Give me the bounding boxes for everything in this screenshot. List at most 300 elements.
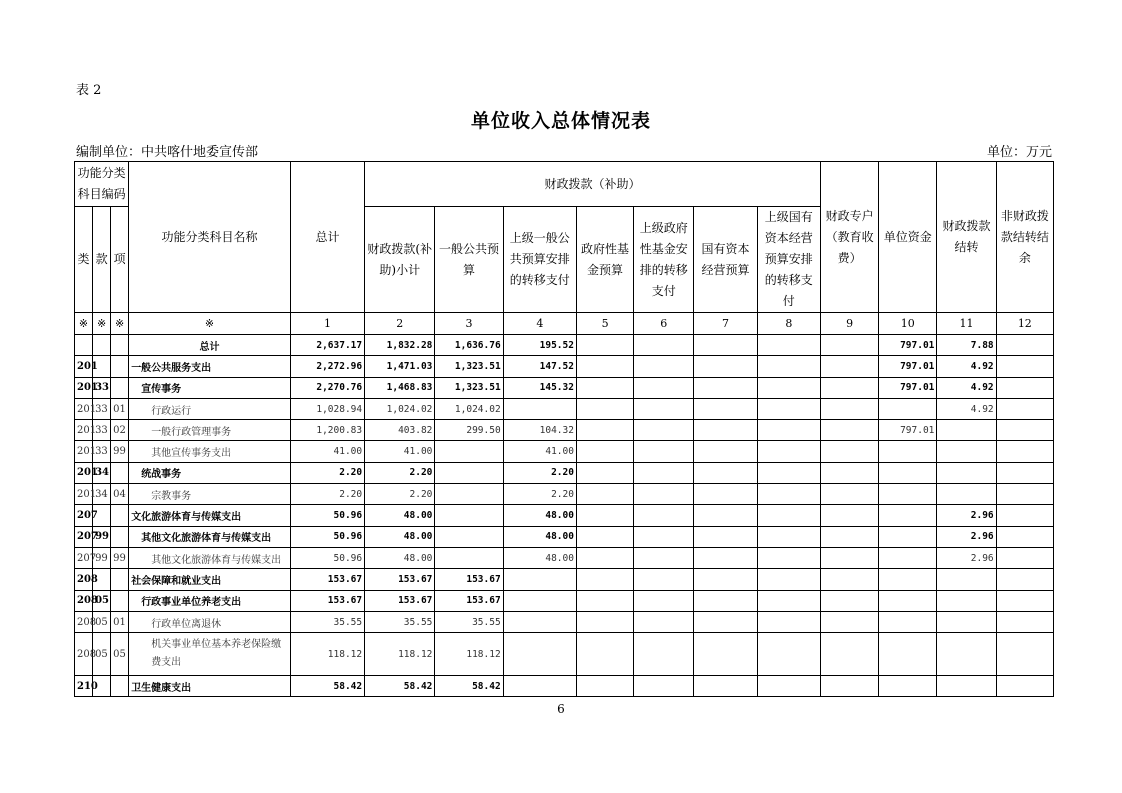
amount-cell xyxy=(634,356,694,377)
amount-cell xyxy=(694,526,757,547)
index-cell: 5 xyxy=(576,313,633,335)
amount-cell: 1,471.03 xyxy=(365,356,435,377)
amount-cell: 48.00 xyxy=(365,547,435,568)
amount-cell: 153.67 xyxy=(365,569,435,590)
item-name-cell: 行政运行 xyxy=(129,398,291,419)
amount-cell xyxy=(820,633,878,676)
amount-cell xyxy=(503,676,576,697)
index-cell: 10 xyxy=(879,313,937,335)
code-cell: 201 xyxy=(75,356,93,377)
item-name-cell: 总计 xyxy=(129,335,291,356)
item-name-cell: 其他文化旅游体育与传媒支出 xyxy=(129,526,291,547)
header-unit-funds: 单位资金 xyxy=(879,162,937,313)
amount-cell xyxy=(694,398,757,419)
amount-cell: 195.52 xyxy=(503,335,576,356)
index-cell: 2 xyxy=(365,313,435,335)
amount-cell xyxy=(820,569,878,590)
amount-cell xyxy=(937,420,996,441)
amount-cell xyxy=(820,590,878,611)
item-name-cell: 统战事务 xyxy=(129,462,291,483)
header-fiscal-carryover: 财政拨款结转 xyxy=(937,162,996,313)
code-cell: 99 xyxy=(93,547,111,568)
table-row xyxy=(75,441,1054,462)
index-cell: ※ xyxy=(93,313,111,335)
amount-cell: 797.01 xyxy=(879,356,937,377)
amount-cell xyxy=(820,611,878,632)
amount-cell xyxy=(996,526,1053,547)
header-fiscal-special: 财政专户（教育收费） xyxy=(820,162,878,313)
amount-cell xyxy=(694,633,757,676)
code-cell: 01 xyxy=(111,611,129,632)
amount-cell: 48.00 xyxy=(365,526,435,547)
code-cell: 201 xyxy=(75,398,93,419)
amount-cell xyxy=(435,505,503,526)
amount-cell xyxy=(757,462,820,483)
amount-cell xyxy=(576,335,633,356)
amount-cell: 153.67 xyxy=(290,590,364,611)
amount-cell: 147.52 xyxy=(503,356,576,377)
amount-cell xyxy=(576,356,633,377)
amount-cell: 2.20 xyxy=(290,484,364,505)
amount-cell xyxy=(879,505,937,526)
code-cell: 208 xyxy=(75,569,93,590)
amount-cell xyxy=(694,547,757,568)
amount-cell xyxy=(996,420,1053,441)
amount-cell: 41.00 xyxy=(290,441,364,462)
amount-cell xyxy=(937,633,996,676)
table-row xyxy=(75,611,1054,632)
code-cell: 201 xyxy=(75,484,93,505)
amount-cell: 797.01 xyxy=(879,420,937,441)
unit-label: 单位：万元 xyxy=(986,145,1052,160)
amount-cell: 2.20 xyxy=(365,462,435,483)
amount-cell xyxy=(996,611,1053,632)
amount-cell xyxy=(694,441,757,462)
amount-cell xyxy=(820,377,878,398)
amount-cell: 153.67 xyxy=(435,590,503,611)
amount-cell: 2,637.17 xyxy=(290,335,364,356)
amount-cell xyxy=(576,462,633,483)
header-total: 总计 xyxy=(290,162,364,313)
amount-cell xyxy=(694,611,757,632)
amount-cell: 48.00 xyxy=(503,547,576,568)
amount-cell xyxy=(634,398,694,419)
amount-cell: 1,200.83 xyxy=(290,420,364,441)
code-cell: 99 xyxy=(111,547,129,568)
amount-cell xyxy=(820,547,878,568)
amount-cell xyxy=(820,335,878,356)
index-cell: ※ xyxy=(111,313,129,335)
amount-cell xyxy=(820,462,878,483)
page-number: 6 xyxy=(557,702,565,716)
header-upper-general-transfer: 上级一般公共预算安排的转移支付 xyxy=(503,207,576,313)
code-cell: 207 xyxy=(75,547,93,568)
amount-cell xyxy=(694,420,757,441)
item-name-cell: 卫生健康支出 xyxy=(129,676,291,697)
amount-cell xyxy=(996,547,1053,568)
amount-cell: 1,024.02 xyxy=(435,398,503,419)
header-lei: 类 xyxy=(75,207,93,313)
amount-cell xyxy=(879,441,937,462)
amount-cell: 48.00 xyxy=(365,505,435,526)
amount-cell xyxy=(576,484,633,505)
header-func-name: 功能分类科目名称 xyxy=(129,162,291,313)
header-gov-fund: 政府性基金预算 xyxy=(576,207,633,313)
amount-cell xyxy=(757,484,820,505)
header-state-capital: 国有资本经营预算 xyxy=(694,207,757,313)
amount-cell xyxy=(879,569,937,590)
amount-cell xyxy=(634,526,694,547)
code-cell: 201 xyxy=(75,420,93,441)
index-cell: 12 xyxy=(996,313,1053,335)
code-cell: 99 xyxy=(93,526,111,547)
amount-cell: 2.96 xyxy=(937,505,996,526)
amount-cell: 118.12 xyxy=(290,633,364,676)
amount-cell: 1,468.83 xyxy=(365,377,435,398)
amount-cell xyxy=(694,484,757,505)
code-cell: 33 xyxy=(93,398,111,419)
amount-cell: 118.12 xyxy=(365,633,435,676)
table-row xyxy=(75,526,1054,547)
amount-cell: 50.96 xyxy=(290,526,364,547)
table-row xyxy=(75,398,1054,419)
item-name-cell: 机关事业单位基本养老保险缴费支出 xyxy=(129,633,291,676)
page-title: 单位收入总体情况表 xyxy=(470,110,651,132)
amount-cell: 35.55 xyxy=(290,611,364,632)
amount-cell xyxy=(757,441,820,462)
amount-cell xyxy=(694,676,757,697)
amount-cell xyxy=(757,676,820,697)
header-fiscal-subtotal: 财政拨款(补助)小计 xyxy=(365,207,435,313)
code-cell: 05 xyxy=(93,633,111,676)
item-name-cell: 一般公共服务支出 xyxy=(129,356,291,377)
header-xiang: 项 xyxy=(111,207,129,313)
amount-cell: 153.67 xyxy=(435,569,503,590)
item-name-cell: 宗教事务 xyxy=(129,484,291,505)
index-cell: 3 xyxy=(435,313,503,335)
amount-cell xyxy=(694,569,757,590)
item-name-cell: 行政单位离退休 xyxy=(129,611,291,632)
amount-cell xyxy=(576,398,633,419)
header-general-budget: 一般公共预算 xyxy=(435,207,503,313)
amount-cell xyxy=(634,676,694,697)
table-row xyxy=(75,377,1054,398)
header-nonfiscal-carryover: 非财政拨款结转结余 xyxy=(996,162,1053,313)
amount-cell: 2.20 xyxy=(503,484,576,505)
amount-cell xyxy=(503,611,576,632)
amount-cell xyxy=(576,569,633,590)
amount-cell xyxy=(435,547,503,568)
amount-cell xyxy=(503,398,576,419)
amount-cell xyxy=(879,526,937,547)
code-cell: 207 xyxy=(75,526,93,547)
amount-cell xyxy=(503,569,576,590)
amount-cell xyxy=(634,633,694,676)
code-cell: 207 xyxy=(75,505,93,526)
header-upper-state-capital-transfer: 上级国有资本经营预算安排的转移支付 xyxy=(757,207,820,313)
amount-cell: 2.20 xyxy=(290,462,364,483)
amount-cell xyxy=(879,676,937,697)
code-cell: 33 xyxy=(93,441,111,462)
amount-cell xyxy=(694,335,757,356)
code-cell: 208 xyxy=(75,611,93,632)
amount-cell xyxy=(576,547,633,568)
amount-cell: 35.55 xyxy=(365,611,435,632)
amount-cell xyxy=(820,356,878,377)
amount-cell: 2,270.76 xyxy=(290,377,364,398)
amount-cell xyxy=(757,569,820,590)
table-row xyxy=(75,462,1054,483)
amount-cell: 48.00 xyxy=(503,505,576,526)
amount-cell: 58.42 xyxy=(365,676,435,697)
amount-cell xyxy=(576,611,633,632)
amount-cell: 50.96 xyxy=(290,505,364,526)
index-cell: 11 xyxy=(937,313,996,335)
index-cell: 1 xyxy=(290,313,364,335)
amount-cell xyxy=(879,462,937,483)
amount-cell: 2,272.96 xyxy=(290,356,364,377)
amount-cell xyxy=(634,462,694,483)
amount-cell: 153.67 xyxy=(290,569,364,590)
amount-cell: 2.96 xyxy=(937,526,996,547)
code-cell xyxy=(75,335,93,356)
organization-label: 编制单位：中共喀什地委宣传部 xyxy=(76,145,259,160)
code-cell: 04 xyxy=(111,484,129,505)
amount-cell xyxy=(879,547,937,568)
item-name-cell: 其他文化旅游体育与传媒支出 xyxy=(129,547,291,568)
amount-cell xyxy=(634,420,694,441)
table-row xyxy=(75,590,1054,611)
amount-cell xyxy=(576,676,633,697)
amount-cell xyxy=(694,590,757,611)
amount-cell xyxy=(634,377,694,398)
header-func-code: 功能分类科目编码 xyxy=(75,162,129,207)
amount-cell xyxy=(820,505,878,526)
code-cell: 33 xyxy=(93,420,111,441)
code-cell: 201 xyxy=(75,462,93,483)
code-cell: 210 xyxy=(75,676,93,697)
index-cell: 8 xyxy=(757,313,820,335)
amount-cell xyxy=(634,590,694,611)
amount-cell xyxy=(820,484,878,505)
header-kuan: 款 xyxy=(93,207,111,313)
amount-cell xyxy=(634,484,694,505)
amount-cell xyxy=(879,484,937,505)
table-row xyxy=(75,569,1054,590)
amount-cell: 145.32 xyxy=(503,377,576,398)
code-cell xyxy=(93,335,111,356)
item-name-cell: 一般行政管理事务 xyxy=(129,420,291,441)
amount-cell xyxy=(576,526,633,547)
amount-cell xyxy=(435,462,503,483)
amount-cell xyxy=(576,505,633,526)
amount-cell xyxy=(937,462,996,483)
amount-cell xyxy=(435,484,503,505)
item-name-cell: 社会保障和就业支出 xyxy=(129,569,291,590)
item-name-cell: 行政事业单位养老支出 xyxy=(129,590,291,611)
amount-cell: 1,024.02 xyxy=(365,398,435,419)
code-cell: 208 xyxy=(75,633,93,676)
table-row xyxy=(75,505,1054,526)
amount-cell xyxy=(503,590,576,611)
amount-cell: 403.82 xyxy=(365,420,435,441)
amount-cell xyxy=(820,441,878,462)
code-cell: 208 xyxy=(75,590,93,611)
item-name-cell: 文化旅游体育与传媒支出 xyxy=(129,505,291,526)
amount-cell: 58.42 xyxy=(435,676,503,697)
item-name-cell: 其他宣传事务支出 xyxy=(129,441,291,462)
code-cell xyxy=(111,335,129,356)
amount-cell xyxy=(996,569,1053,590)
code-cell: 01 xyxy=(111,398,129,419)
code-cell xyxy=(111,590,129,611)
amount-cell xyxy=(757,526,820,547)
amount-cell: 2.20 xyxy=(503,462,576,483)
amount-cell: 4.92 xyxy=(937,377,996,398)
amount-cell xyxy=(996,377,1053,398)
code-cell xyxy=(111,526,129,547)
amount-cell xyxy=(634,547,694,568)
index-cell: ※ xyxy=(129,313,291,335)
amount-cell xyxy=(820,420,878,441)
code-cell: 05 xyxy=(93,611,111,632)
amount-cell: 1,323.51 xyxy=(435,377,503,398)
header-fiscal-group: 财政拨款（补助） xyxy=(365,162,821,207)
table-row xyxy=(75,547,1054,568)
index-cell: 6 xyxy=(634,313,694,335)
code-cell xyxy=(111,569,129,590)
amount-cell xyxy=(694,377,757,398)
amount-cell xyxy=(937,441,996,462)
amount-cell xyxy=(820,526,878,547)
amount-cell xyxy=(634,505,694,526)
amount-cell: 2.20 xyxy=(365,484,435,505)
amount-cell xyxy=(435,526,503,547)
table-row xyxy=(75,633,1054,676)
amount-cell xyxy=(576,633,633,676)
amount-cell xyxy=(996,441,1053,462)
index-cell: ※ xyxy=(75,313,93,335)
amount-cell xyxy=(937,611,996,632)
amount-cell: 1,323.51 xyxy=(435,356,503,377)
amount-cell xyxy=(576,590,633,611)
amount-cell xyxy=(757,420,820,441)
amount-cell xyxy=(996,398,1053,419)
amount-cell: 7.88 xyxy=(937,335,996,356)
amount-cell: 41.00 xyxy=(365,441,435,462)
amount-cell xyxy=(996,633,1053,676)
amount-cell: 41.00 xyxy=(503,441,576,462)
code-cell: 201 xyxy=(75,377,93,398)
amount-cell: 299.50 xyxy=(435,420,503,441)
amount-cell xyxy=(937,676,996,697)
amount-cell: 58.42 xyxy=(290,676,364,697)
amount-cell xyxy=(757,633,820,676)
amount-cell xyxy=(820,398,878,419)
amount-cell xyxy=(757,335,820,356)
item-name-cell: 宣传事务 xyxy=(129,377,291,398)
amount-cell xyxy=(576,441,633,462)
amount-cell xyxy=(634,441,694,462)
code-cell: 34 xyxy=(93,462,111,483)
code-cell: 05 xyxy=(93,590,111,611)
index-cell: 4 xyxy=(503,313,576,335)
code-cell: 99 xyxy=(111,441,129,462)
code-cell: 05 xyxy=(111,633,129,676)
amount-cell: 4.92 xyxy=(937,356,996,377)
amount-cell xyxy=(757,356,820,377)
code-cell xyxy=(111,377,129,398)
amount-cell xyxy=(757,377,820,398)
table-row xyxy=(75,335,1054,356)
amount-cell xyxy=(757,547,820,568)
amount-cell: 153.67 xyxy=(365,590,435,611)
amount-cell xyxy=(694,462,757,483)
code-cell xyxy=(111,676,129,697)
amount-cell xyxy=(503,633,576,676)
income-summary-table xyxy=(74,161,1054,697)
amount-cell xyxy=(937,569,996,590)
amount-cell: 4.92 xyxy=(937,398,996,419)
amount-cell xyxy=(879,590,937,611)
amount-cell xyxy=(757,505,820,526)
amount-cell xyxy=(937,484,996,505)
code-cell: 02 xyxy=(111,420,129,441)
amount-cell xyxy=(996,484,1053,505)
amount-cell: 1,636.76 xyxy=(435,335,503,356)
amount-cell xyxy=(694,356,757,377)
amount-cell xyxy=(879,633,937,676)
amount-cell xyxy=(879,611,937,632)
amount-cell xyxy=(435,441,503,462)
table-row xyxy=(75,484,1054,505)
amount-cell xyxy=(879,398,937,419)
amount-cell xyxy=(996,676,1053,697)
amount-cell xyxy=(634,335,694,356)
amount-cell xyxy=(634,569,694,590)
code-cell xyxy=(111,505,129,526)
code-cell xyxy=(111,462,129,483)
amount-cell: 50.96 xyxy=(290,547,364,568)
amount-cell: 104.32 xyxy=(503,420,576,441)
table-label: 表 2 xyxy=(76,83,102,98)
table-row xyxy=(75,676,1054,697)
amount-cell: 1,832.28 xyxy=(365,335,435,356)
amount-cell: 35.55 xyxy=(435,611,503,632)
index-cell: 9 xyxy=(820,313,878,335)
amount-cell xyxy=(996,335,1053,356)
amount-cell: 1,028.94 xyxy=(290,398,364,419)
amount-cell xyxy=(996,590,1053,611)
amount-cell xyxy=(576,377,633,398)
table-row xyxy=(75,420,1054,441)
amount-cell xyxy=(820,676,878,697)
amount-cell xyxy=(694,505,757,526)
amount-cell xyxy=(757,398,820,419)
header-upper-gov-fund-transfer: 上级政府性基金安排的转移支付 xyxy=(634,207,694,313)
index-cell: 7 xyxy=(694,313,757,335)
amount-cell xyxy=(576,420,633,441)
amount-cell xyxy=(634,611,694,632)
code-cell: 34 xyxy=(93,484,111,505)
amount-cell xyxy=(757,590,820,611)
code-cell: 33 xyxy=(93,377,111,398)
amount-cell xyxy=(757,611,820,632)
amount-cell xyxy=(996,462,1053,483)
amount-cell xyxy=(996,356,1053,377)
amount-cell: 797.01 xyxy=(879,377,937,398)
amount-cell xyxy=(996,505,1053,526)
